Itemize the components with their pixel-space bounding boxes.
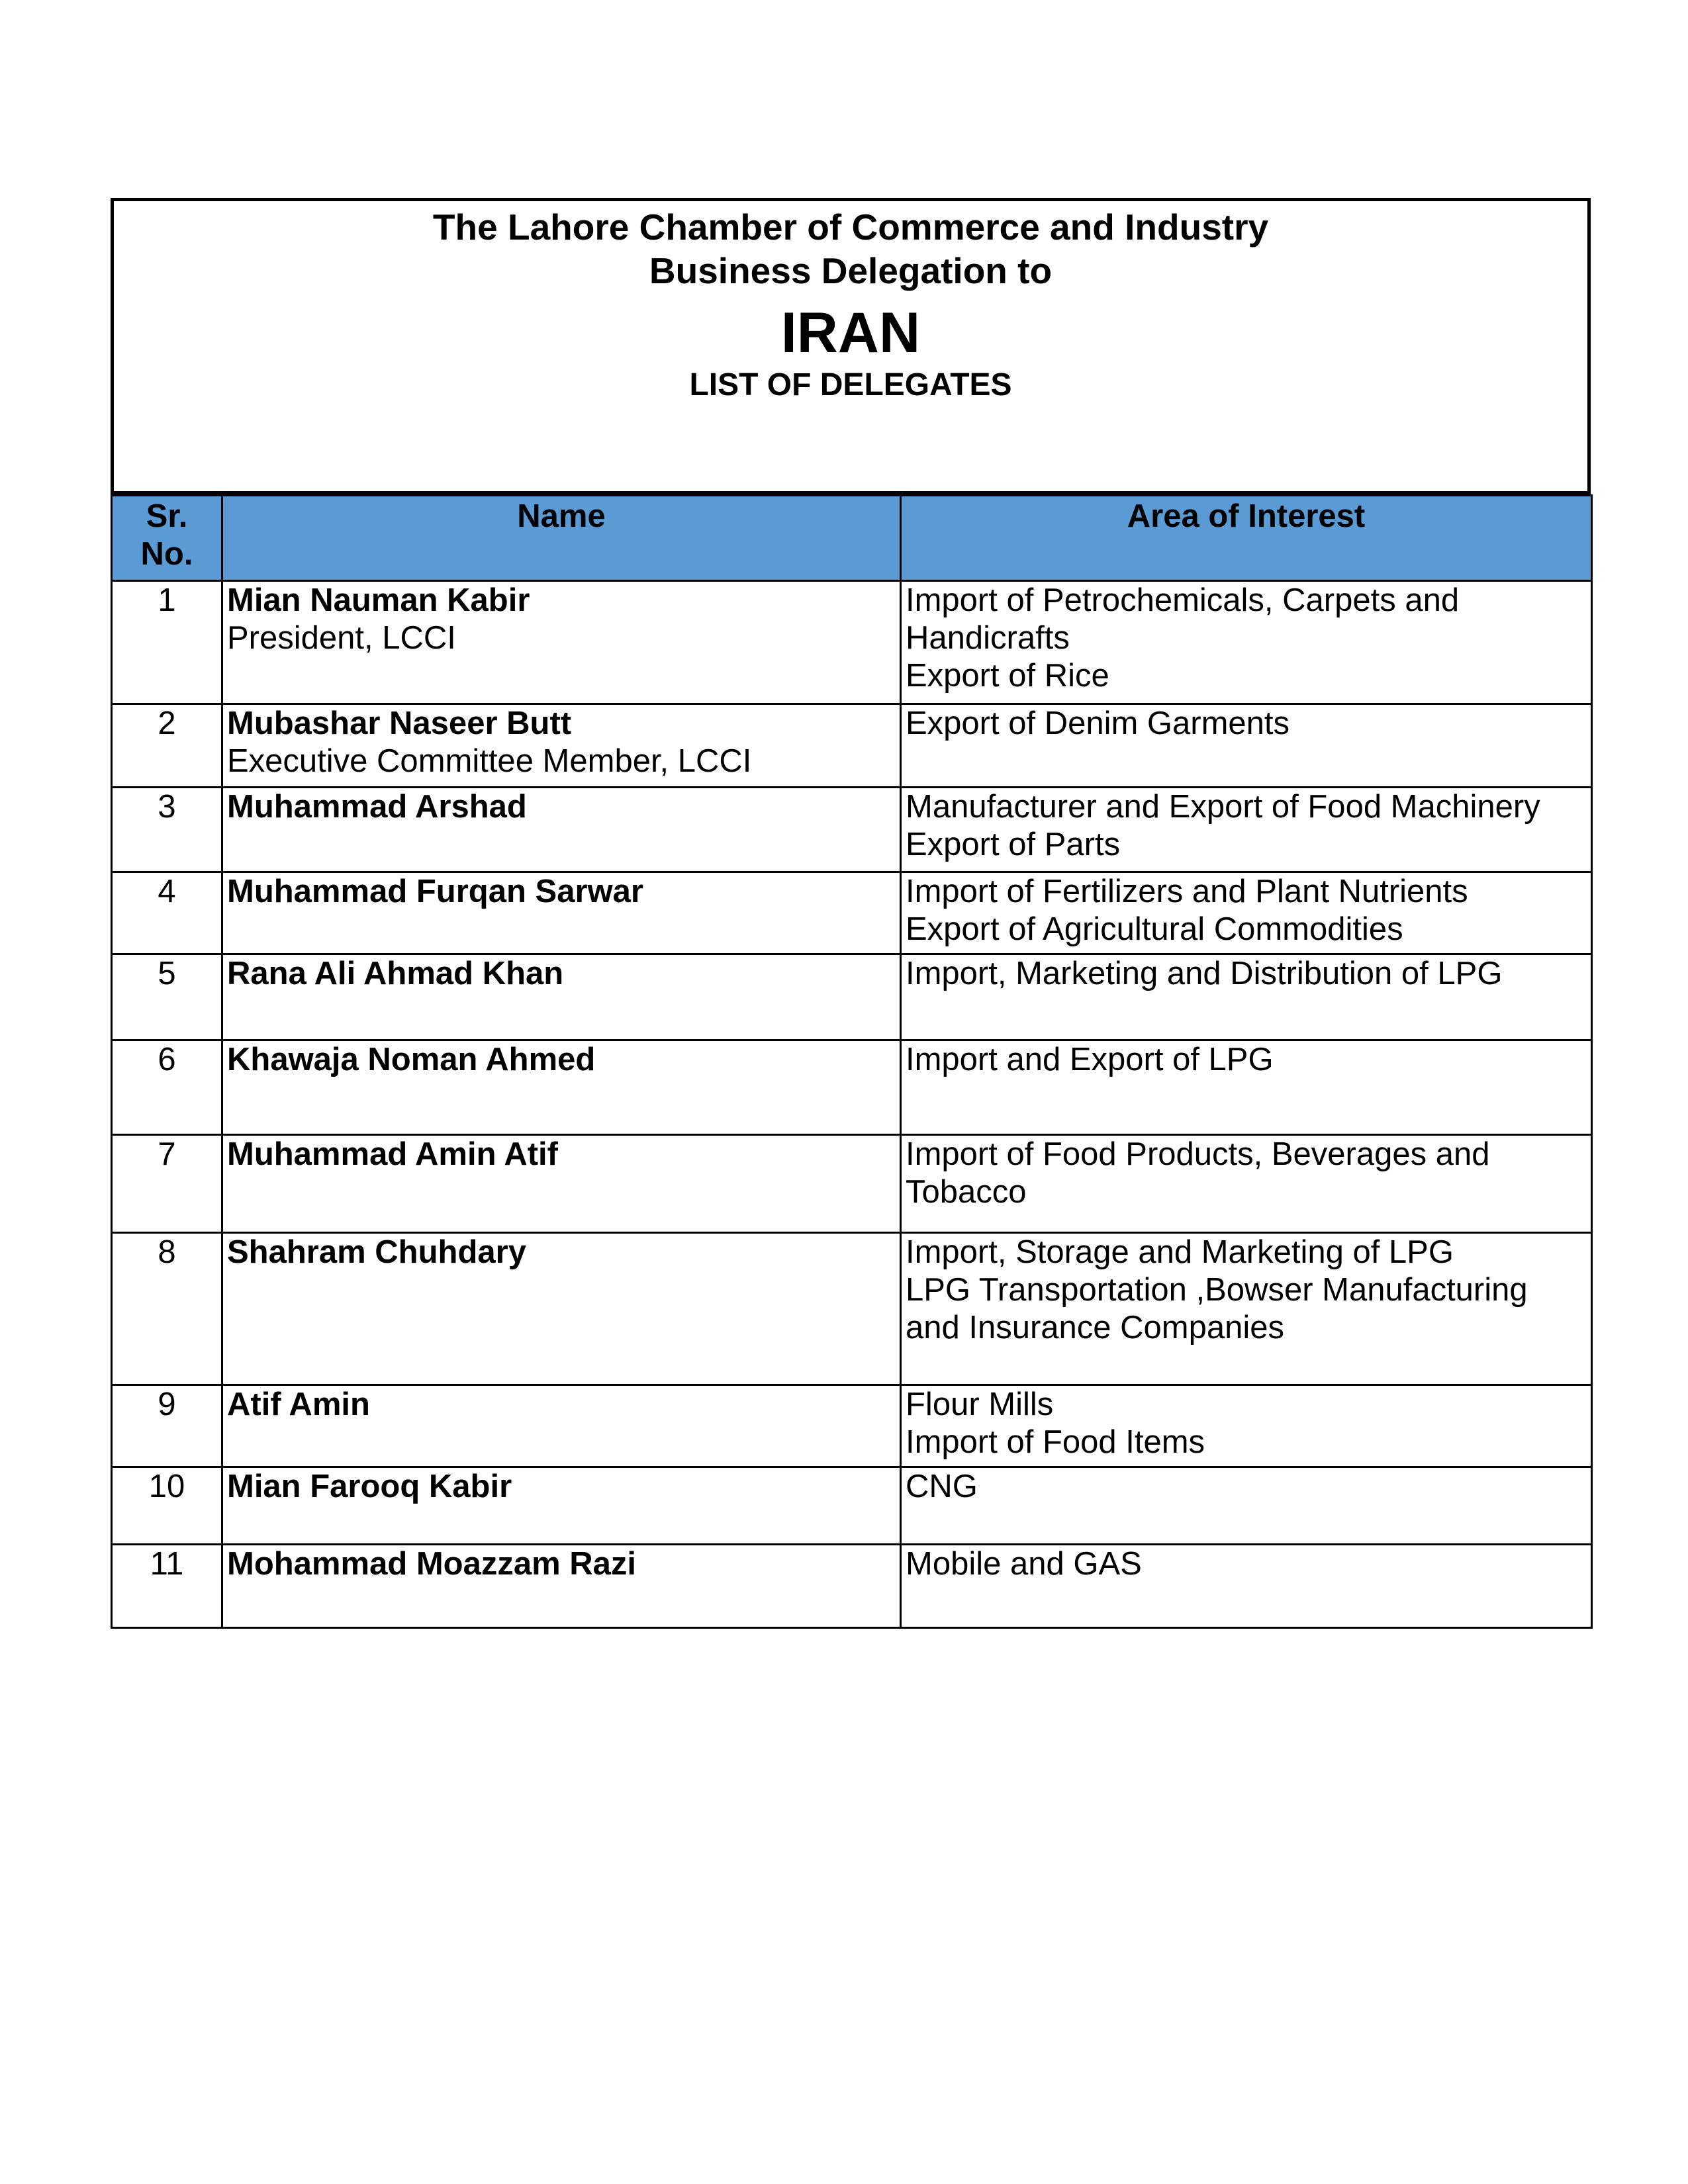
area-of-interest-line: CNG (906, 1469, 978, 1504)
delegate-name: Khawaja Noman Ahmed (227, 1042, 596, 1077)
serial-number-cell: 1 (112, 581, 222, 704)
column-header-area-of-interest: Area of Interest (901, 496, 1592, 581)
serial-number-cell: 7 (112, 1135, 222, 1233)
name-cell (222, 954, 901, 1040)
area-of-interest-line: Import of Petrochemicals, Carpets and (906, 582, 1460, 618)
table-row (112, 1233, 1592, 1385)
area-of-interest-line: Handicrafts (906, 620, 1070, 656)
table-row (112, 954, 1592, 1040)
name-cell (222, 704, 901, 788)
area-of-interest-cell (901, 1233, 1592, 1385)
delegation-subtitle: Business Delegation to (649, 250, 1053, 291)
delegate-title: President, LCCI (227, 620, 456, 656)
list-title: LIST OF DELEGATES (689, 367, 1012, 402)
area-of-interest-cell (901, 872, 1592, 954)
table-row (112, 1467, 1592, 1545)
serial-number-cell: 10 (112, 1467, 222, 1545)
area-of-interest-line: Manufacturer and Export of Food Machinery (906, 789, 1540, 825)
name-cell (222, 581, 901, 704)
table-row (112, 1385, 1592, 1467)
delegate-name: Rana Ali Ahmad Khan (227, 956, 564, 991)
table-row (112, 872, 1592, 954)
area-of-interest-line: and Insurance Companies (906, 1310, 1285, 1345)
name-cell (222, 1385, 901, 1467)
area-of-interest-line: Flour Mills (906, 1387, 1054, 1422)
table-header-row (112, 496, 1592, 581)
area-of-interest-cell (901, 1385, 1592, 1467)
name-cell (222, 1545, 901, 1628)
name-cell (222, 788, 901, 872)
name-cell (222, 872, 901, 954)
delegate-name: Muhammad Amin Atif (227, 1136, 558, 1172)
area-of-interest-cell (901, 1467, 1592, 1545)
column-header-sr-line1: Sr. (146, 498, 188, 534)
serial-number-cell: 11 (112, 1545, 222, 1628)
area-of-interest-line: Tobacco (906, 1174, 1027, 1210)
organization-name: The Lahore Chamber of Commerce and Industry (432, 206, 1269, 248)
name-cell (222, 1467, 901, 1545)
area-of-interest-cell (901, 1040, 1592, 1135)
delegates-table (111, 494, 1593, 1629)
area-of-interest-line: LPG Transportation ,Bowser Manufacturing (906, 1272, 1528, 1308)
name-cell (222, 1233, 901, 1385)
table-row (112, 788, 1592, 872)
table-row (112, 581, 1592, 704)
table-row (112, 1040, 1592, 1135)
delegate-name: Mubashar Naseer Butt (227, 705, 572, 741)
column-header-name: Name (222, 496, 901, 581)
serial-number-cell: 8 (112, 1233, 222, 1385)
delegate-title: Executive Committee Member, LCCI (227, 743, 752, 779)
serial-number-cell: 3 (112, 788, 222, 872)
area-of-interest-line: Export of Agricultural Commodities (906, 911, 1403, 947)
column-header-sr-no (112, 496, 222, 581)
table-row (112, 704, 1592, 788)
delegate-name: Shahram Chuhdary (227, 1234, 526, 1270)
area-of-interest-line: Export of Rice (906, 658, 1109, 694)
serial-number-cell: 2 (112, 704, 222, 788)
area-of-interest-cell (901, 581, 1592, 704)
area-of-interest-line: Import of Fertilizers and Plant Nutrients (906, 874, 1468, 909)
area-of-interest-cell (901, 1545, 1592, 1628)
area-of-interest-cell (901, 954, 1592, 1040)
delegate-name: Muhammad Furqan Sarwar (227, 874, 643, 909)
delegate-list-document (111, 198, 1591, 1629)
delegate-name: Mohammad Moazzam Razi (227, 1546, 637, 1582)
serial-number-cell: 4 (112, 872, 222, 954)
document-header (111, 198, 1591, 494)
area-of-interest-cell (901, 1135, 1592, 1233)
area-of-interest-cell (901, 704, 1592, 788)
delegate-name: Atif Amin (227, 1387, 370, 1422)
area-of-interest-line: Import of Food Items (906, 1424, 1205, 1460)
table-row (112, 1545, 1592, 1628)
column-header-sr-line2: No. (140, 536, 193, 572)
delegate-name: Muhammad Arshad (227, 789, 527, 825)
area-of-interest-line: Import and Export of LPG (906, 1042, 1274, 1077)
delegate-name: Mian Farooq Kabir (227, 1469, 512, 1504)
table-row (112, 1135, 1592, 1233)
area-of-interest-line: Import of Food Products, Beverages and (906, 1136, 1490, 1172)
serial-number-cell: 6 (112, 1040, 222, 1135)
name-cell (222, 1135, 901, 1233)
destination-country: IRAN (780, 301, 921, 365)
table-body (112, 581, 1592, 1628)
delegate-name: Mian Nauman Kabir (227, 582, 530, 618)
serial-number-cell: 5 (112, 954, 222, 1040)
serial-number-cell: 9 (112, 1385, 222, 1467)
area-of-interest-line: Export of Parts (906, 827, 1121, 862)
area-of-interest-cell (901, 788, 1592, 872)
area-of-interest-line: Import, Storage and Marketing of LPG (906, 1234, 1454, 1270)
area-of-interest-line: Import, Marketing and Distribution of LPG (906, 956, 1503, 991)
area-of-interest-line: Export of Denim Garments (906, 705, 1290, 741)
name-cell (222, 1040, 901, 1135)
area-of-interest-line: Mobile and GAS (906, 1546, 1142, 1582)
